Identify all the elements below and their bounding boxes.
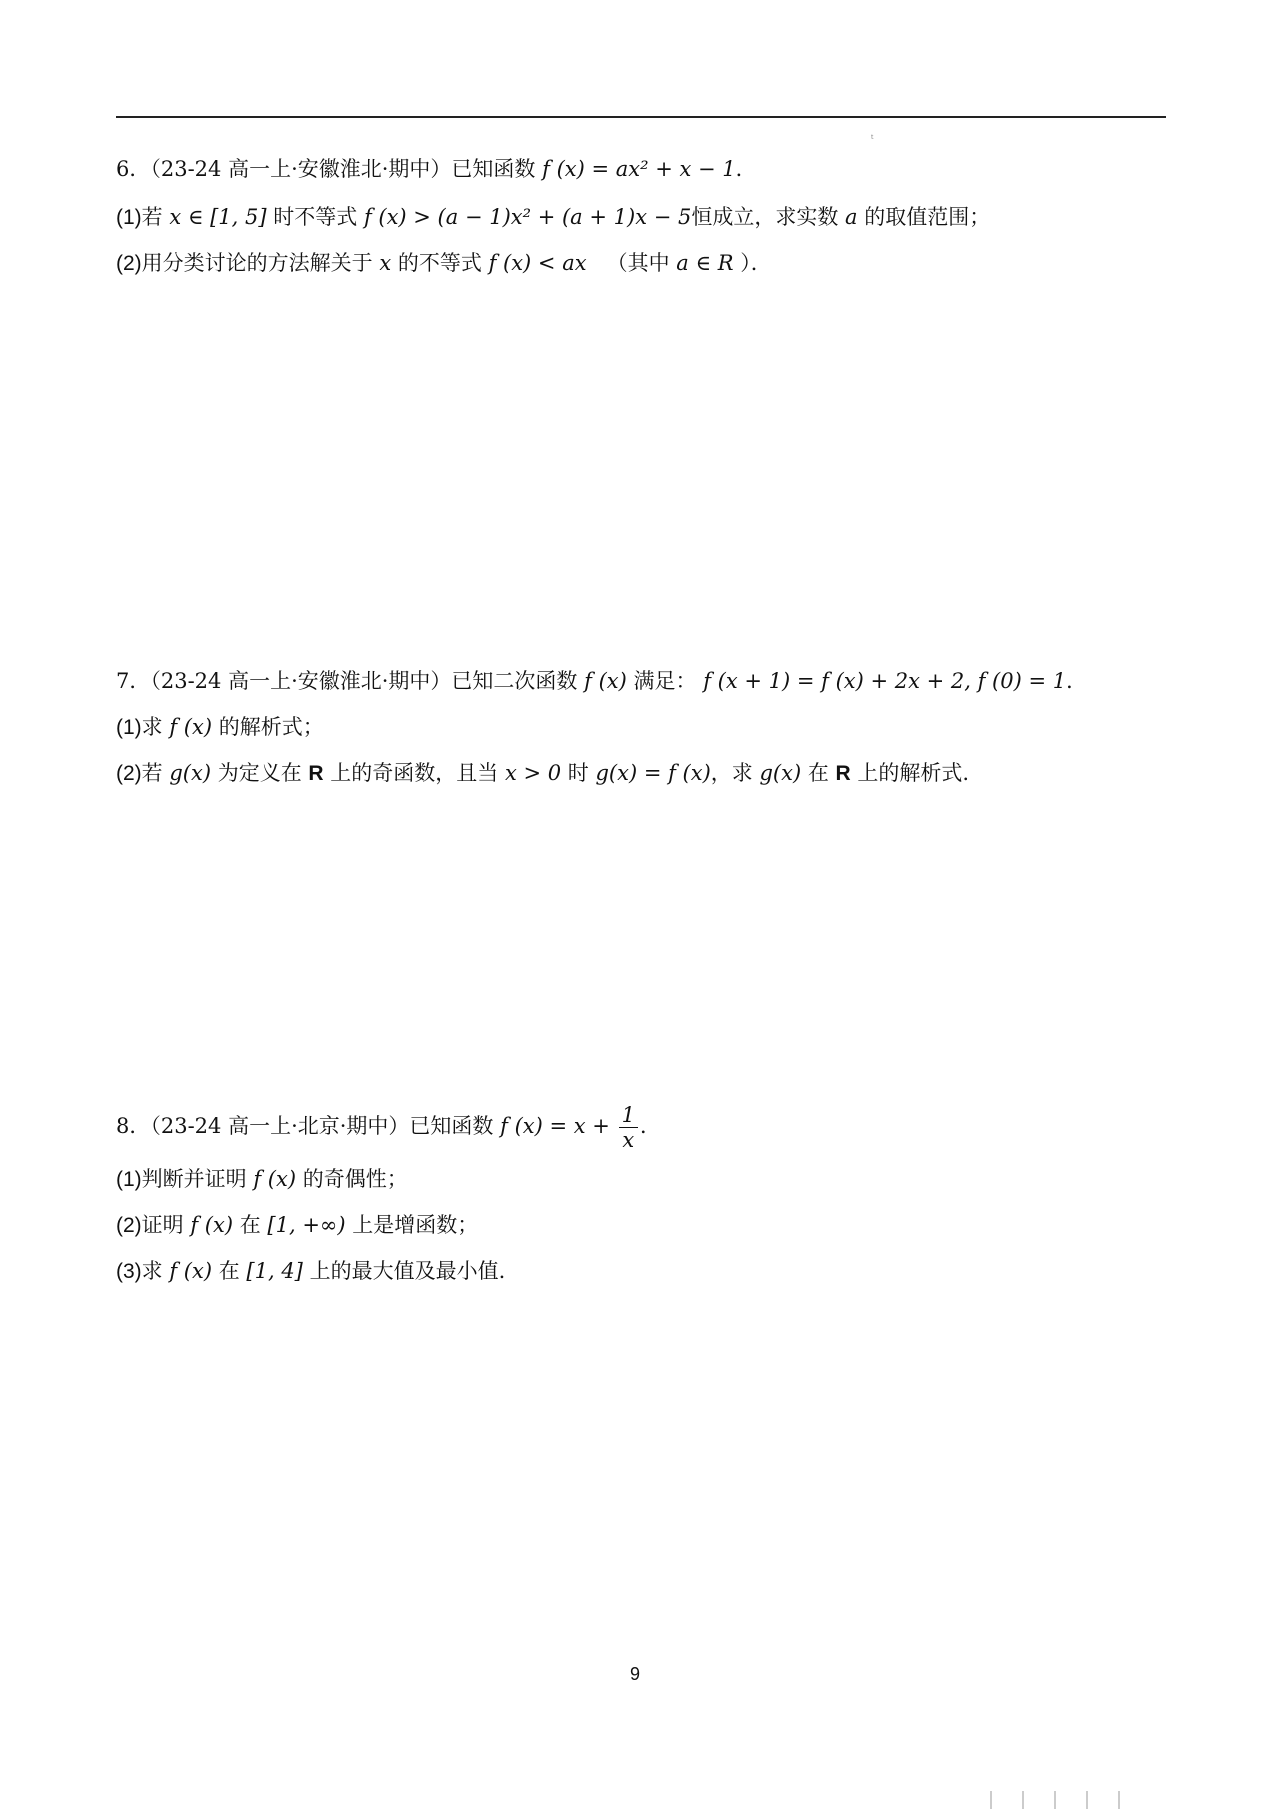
q6-part1-text-b: 时不等式 (273, 205, 358, 229)
q8-part1-function: f (x) (253, 1167, 297, 1191)
q6-part1-inequality: f (x) > (a − 1)x² + (a + 1)x − 5 (363, 205, 692, 229)
q7-part1-text-b: 的解析式； (218, 715, 324, 739)
header-rule (116, 116, 1166, 118)
q8-fraction (619, 1103, 638, 1152)
q7-equation: f (x + 1) = f (x) + 2x + 2, f (0) = 1 (703, 669, 1067, 693)
q7-part2-text-d: 时 (567, 761, 589, 785)
q7-part2-text-h: 上的解析式. (857, 761, 970, 785)
q7-part2-g2: g(x) (759, 761, 802, 785)
tiny-mark: t (871, 134, 874, 141)
q8-part3-text-b: 在 (218, 1259, 240, 1283)
q6-part1-variable: a (845, 205, 858, 229)
q7-part2-text-c: 上的奇函数，且当 (330, 761, 499, 785)
q7-part2-condition: x > 0 (504, 761, 562, 785)
decor-mark (1054, 1791, 1056, 1809)
q7-part2-text-f: 在 (807, 761, 829, 785)
q8-fraction-denominator: x (622, 1128, 635, 1152)
q7-part1-text-a: 求 (141, 715, 163, 739)
q8-fraction-numerator: 1 (619, 1103, 638, 1128)
q8-part3-text-a: 求 (141, 1259, 163, 1283)
q7-part2-text-a: 若 (141, 761, 163, 785)
q6-part2-text-b: 的不等式 (397, 251, 482, 275)
q8-part3-label: (3) (116, 1260, 142, 1283)
q8-part3 (116, 1256, 505, 1287)
q8-part3-text-c: 上的最大值及最小值. (309, 1259, 506, 1283)
q8-part2-text-a: 证明 (141, 1213, 184, 1237)
q8-part2-label: (2) (116, 1214, 142, 1237)
q8-function: f (x) = x + (500, 1114, 610, 1138)
q7-function: f (x) (584, 669, 627, 693)
q8-part2-text-b: 在 (239, 1213, 261, 1237)
q8-stem-text: 8．（23-24 高一上·北京·期中）已知函数 (116, 1114, 494, 1138)
q8-part3-function: f (x) (169, 1259, 213, 1283)
q7-part2 (116, 758, 969, 789)
q7-part2-R2: R (835, 762, 851, 785)
q6-part2-condition: a ∈ R (676, 251, 734, 275)
q6-part1-condition: x ∈ [1, 5] (169, 205, 267, 229)
q7-part1-label: (1) (116, 716, 142, 739)
decor-mark (1086, 1791, 1088, 1809)
q7-part2-g: g(x) (169, 761, 212, 785)
q8-part2-interval: [1, +∞) (267, 1213, 346, 1237)
q6-part2-variable: x (379, 251, 392, 275)
q6-stem-text: 6．（23-24 高一上·安徽淮北·期中）已知函数 (116, 157, 536, 181)
q7-stem-text-b: 满足： (633, 669, 697, 693)
q6-part1-text-d: 的取值范围； (864, 205, 991, 229)
q6-part2-text-d: ）． (740, 251, 772, 275)
bottom-decoration (990, 1784, 1270, 1809)
q6-part1 (116, 202, 990, 233)
q8-part3-interval: [1, 4] (246, 1259, 303, 1283)
q8-part2 (116, 1210, 478, 1241)
decor-mark (1118, 1791, 1120, 1809)
q6-function: f (x) = ax² + x − 1 (542, 157, 736, 181)
page-number: 9 (630, 1664, 641, 1684)
q8-part1-label: (1) (116, 1168, 142, 1191)
q8-period: ． (639, 1114, 661, 1138)
q6-part2 (116, 248, 772, 279)
q6-part1-text-a: 若 (141, 205, 163, 229)
q7-part2-label: (2) (116, 762, 142, 785)
decor-mark (1022, 1791, 1024, 1809)
q8-part1-text-a: 判断并证明 (141, 1167, 247, 1191)
q6-part2-label: (2) (116, 252, 142, 275)
q7-part2-equation: g(x) = f (x) (595, 761, 711, 785)
q6-part1-label: (1) (116, 206, 142, 229)
q8-part2-function: f (x) (190, 1213, 234, 1237)
q6-part1-text-c: 恒成立，求实数 (691, 205, 839, 229)
q7-part2-text-b: 为定义在 (217, 761, 302, 785)
q7-stem-text: 7．（23-24 高一上·安徽淮北·期中）已知二次函数 (116, 669, 578, 693)
q7-part2-R: R (308, 762, 324, 785)
q7-part1 (116, 712, 324, 743)
q7-period: ． (1066, 669, 1088, 693)
q6-part2-inequality: f (x) < ax (488, 251, 587, 275)
q8-part1-text-b: 的奇偶性； (302, 1167, 408, 1191)
q8-stem (116, 1102, 661, 1152)
q6-part2-text-a: 用分类讨论的方法解关于 (141, 251, 373, 275)
q7-stem (116, 666, 1087, 696)
q6-period: ． (735, 157, 757, 181)
q6-stem (116, 154, 757, 184)
q8-part2-text-c: 上是增函数； (352, 1213, 479, 1237)
q8-part1 (116, 1164, 408, 1195)
decor-mark (990, 1791, 992, 1809)
q7-part2-text-e: ，求 (710, 761, 753, 785)
q7-part1-function: f (x) (169, 715, 213, 739)
q6-part2-text-c: （其中 (606, 251, 670, 275)
